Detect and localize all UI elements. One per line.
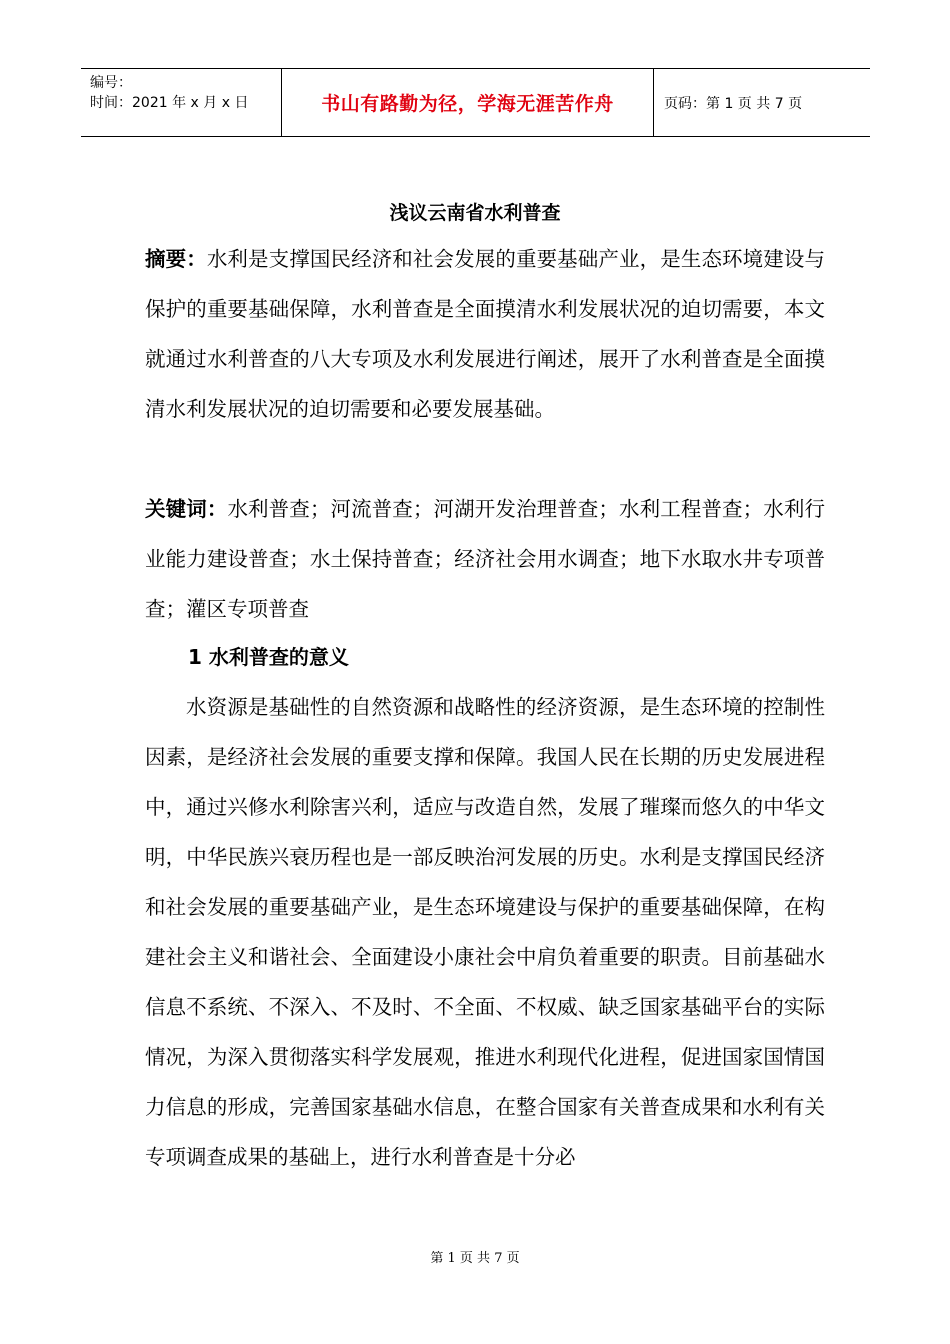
section-paragraph-text: 水资源是基础性的自然资源和战略性的经济资源，是生态环境的控制性因素，是经济社会发展的重要支撑和保障。我国人民在长期的历史发展进程中，通过兴修水利除害兴利，适应与改造自然，发展了璀璨而悠久的中华文明，中华民族兴衰历程也是一部反映治河发展的历史。水利是支撑国民经济和社会发展的重要基础产业，是生态环境建设与保护的重要基础保障，在构建社会主义和谐社会、全面建设小康社会中肩负着重要的职责。目前基础水信息不系统、不深入、不及时、不全面、不权威、缺乏国家基础平台的实际情况，为深入贯彻落实科学发展观，推进水利现代化进程，促进国家国情国力信息的形成，完善国家基础水信息，在整合国家有关普查成果和水利有关专项调查成果的基础上，进行水利普查是十分必 — [145, 695, 825, 1169]
keywords-label: 关键词： — [145, 497, 228, 521]
abstract-label: 摘要： — [145, 247, 207, 271]
section-paragraph — [145, 682, 825, 1182]
keywords-text: 水利普查；河流普查；河湖开发治理普查；水利工程普查；水利行业能力建设普查；水土保持普查；经济社会用水调查；地下水取水井专项普查；灌区专项普查 — [145, 497, 825, 621]
page-footer: 第 1 页 共 7 页 — [430, 1251, 520, 1266]
header-table — [81, 68, 870, 137]
header-motto: 书山有路勤为径，学海无涯苦作舟 — [282, 69, 654, 136]
document-title: 浅议云南省水利普查 — [389, 202, 561, 224]
section-heading: 1 水利普查的意义 — [188, 645, 349, 669]
header-page-label: 页码：第 1 页 共 7 页 — [664, 95, 803, 112]
abstract-text: 水利是支撑国民经济和社会发展的重要基础产业，是生态环境建设与保护的重要基础保障，水利普查是全面摸清水利发展状况的迫切需要，本文就通过水利普查的八大专项及水利发展进行阐述，展开了水利普查是全面摸清水利发展状况的迫切需要和必要发展基础。 — [145, 247, 825, 421]
abstract-block — [145, 234, 825, 434]
keywords-block — [145, 484, 825, 634]
document-time-label: 时间：2021 年 x 月 x 日 — [90, 95, 249, 111]
header-meta-cell — [81, 69, 282, 136]
document-number-label: 编号： — [90, 75, 132, 91]
